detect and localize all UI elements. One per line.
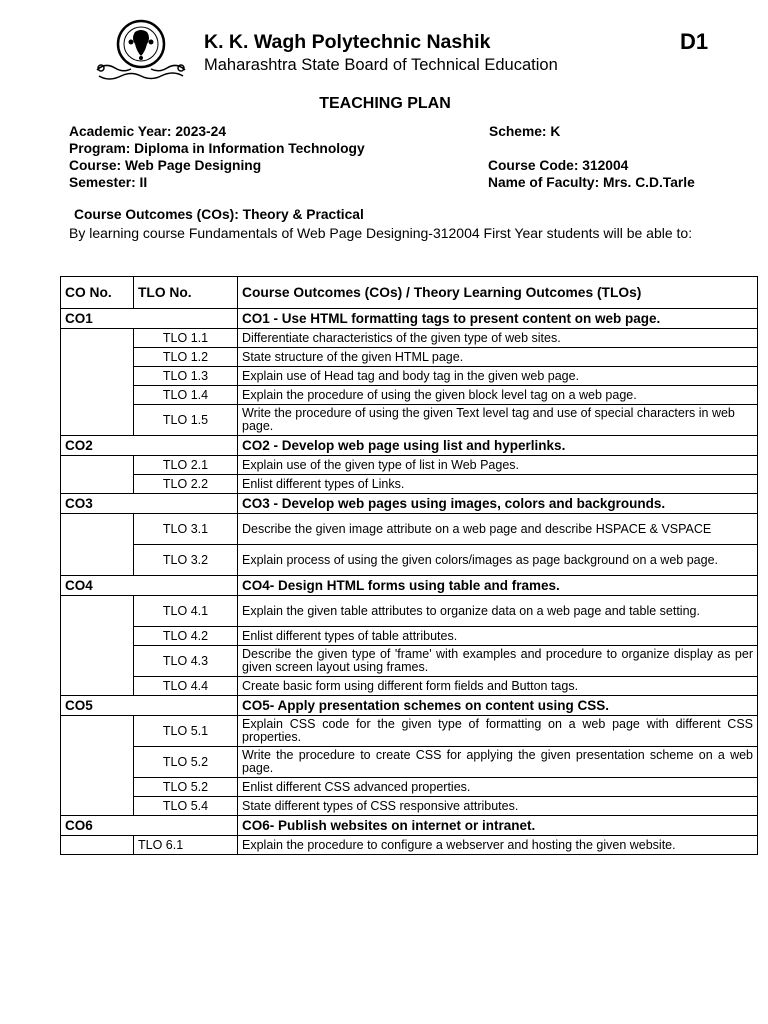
tlo-row [61,797,758,816]
tlo-number: TLO 2.2 [134,475,238,494]
co-blank-cell [61,836,134,855]
tlo-number: TLO 5.4 [134,797,238,816]
tlo-text: Describe the given type of 'frame' with examples and procedure to organize display as per given screen layout using frames. [238,646,758,677]
co-blank-cell [61,596,134,696]
tlo-row [61,367,758,386]
tlo-number: TLO 1.1 [134,329,238,348]
tlo-text: Differentiate characteristics of the given type of web sites. [238,329,758,348]
tlo-row [61,778,758,797]
tlo-row [61,677,758,696]
tlo-text: Explain CSS code for the given type of formatting on a web page with different CSS properties. [238,716,758,747]
tlo-number: TLO 5.1 [134,716,238,747]
tlo-row [61,716,758,747]
tlo-number: TLO 3.2 [134,545,238,576]
tlo-text: State different types of CSS responsive attributes. [238,797,758,816]
tlo-row [61,836,758,855]
tlo-text: Explain use of the given type of list in Web Pages. [238,456,758,475]
course-outcomes-intro: By learning course Fundamentals of Web Page Designing-312004 First Year students will be able to: [69,225,693,241]
co-number: CO1 [61,309,238,329]
tlo-row [61,646,758,677]
tlo-number: TLO 3.1 [134,514,238,545]
course-code: Course Code: 312004 [488,158,629,173]
course: Course: Web Page Designing [69,158,262,173]
col-header-outcomes: Course Outcomes (COs) / Theory Learning Outcomes (TLOs) [238,277,758,309]
co-title: CO4- Design HTML forms using table and frames. [238,576,758,596]
co-title: CO1 - Use HTML formatting tags to present content on web page. [238,309,758,329]
tlo-text: Write the procedure to create CSS for applying the given presentation scheme on a web page. [238,747,758,778]
tlo-row [61,348,758,367]
tlo-text: Enlist different types of table attributes. [238,627,758,646]
tlo-row [61,405,758,436]
tlo-row [61,386,758,405]
co-number: CO6 [61,816,238,836]
tlo-text: Enlist different types of Links. [238,475,758,494]
co-title: CO2 - Develop web page using list and hyperlinks. [238,436,758,456]
co-title: CO6- Publish websites on internet or intranet. [238,816,758,836]
tlo-row [61,596,758,627]
document-code: D1 [680,29,709,54]
institute-logo-icon [95,12,187,84]
co-row [61,436,758,456]
tlo-row [61,329,758,348]
tlo-number: TLO 4.4 [134,677,238,696]
document-title: TEACHING PLAN [319,95,451,112]
scheme: Scheme: K [489,124,561,139]
co-row [61,576,758,596]
tlo-number: TLO 4.1 [134,596,238,627]
co-blank-cell [61,514,134,576]
tlo-number: TLO 5.2 [134,747,238,778]
course-outcomes-heading: Course Outcomes (COs): Theory & Practical [74,207,364,222]
institute-name: K. K. Wagh Polytechnic Nashik [204,31,491,53]
co-title: CO3 - Develop web pages using images, colors and backgrounds. [238,494,758,514]
co-blank-cell [61,456,134,494]
co-number: CO2 [61,436,238,456]
board-name: Maharashtra State Board of Technical Education [204,56,558,74]
tlo-row [61,456,758,475]
program: Program: Diploma in Information Technology [69,141,365,156]
col-header-co-no: CO No. [61,277,134,309]
tlo-number: TLO 5.2 [134,778,238,797]
co-row [61,309,758,329]
tlo-text: Describe the given image attribute on a web page and describe HSPACE & VSPACE [238,514,758,545]
tlo-row [61,514,758,545]
faculty-name: Name of Faculty: Mrs. C.D.Tarle [488,175,695,190]
tlo-text: Explain use of Head tag and body tag in the given web page. [238,367,758,386]
tlo-number: TLO 6.1 [134,836,238,855]
co-number: CO5 [61,696,238,716]
tlo-number: TLO 4.3 [134,646,238,677]
semester: Semester: II [69,175,148,190]
tlo-row [61,747,758,778]
co-number: CO3 [61,494,238,514]
tlo-text: Explain the procedure to configure a webserver and hosting the given website. [238,836,758,855]
tlo-row [61,475,758,494]
co-number: CO4 [61,576,238,596]
tlo-text: State structure of the given HTML page. [238,348,758,367]
co-row [61,494,758,514]
co-title: CO5- Apply presentation schemes on content using CSS. [238,696,758,716]
table-header-row [61,277,758,309]
tlo-text: Explain the given table attributes to organize data on a web page and table setting. [238,596,758,627]
tlo-number: TLO 1.3 [134,367,238,386]
tlo-text: Enlist different CSS advanced properties. [238,778,758,797]
co-blank-cell [61,329,134,436]
co-row [61,816,758,836]
tlo-row [61,545,758,576]
tlo-number: TLO 2.1 [134,456,238,475]
academic-year: Academic Year: 2023-24 [69,124,226,139]
co-blank-cell [61,716,134,816]
tlo-text: Create basic form using different form fields and Button tags. [238,677,758,696]
col-header-tlo-no: TLO No. [134,277,238,309]
tlo-text: Explain the procedure of using the given block level tag on a web page. [238,386,758,405]
tlo-row [61,627,758,646]
tlo-number: TLO 1.2 [134,348,238,367]
tlo-number: TLO 1.5 [134,405,238,436]
teaching-plan-table [60,276,758,855]
tlo-number: TLO 4.2 [134,627,238,646]
tlo-number: TLO 1.4 [134,386,238,405]
co-row [61,696,758,716]
tlo-text: Explain process of using the given colors/images as page background on a web page. [238,545,758,576]
tlo-text: Write the procedure of using the given Text level tag and use of special characters in web page. [238,405,758,436]
